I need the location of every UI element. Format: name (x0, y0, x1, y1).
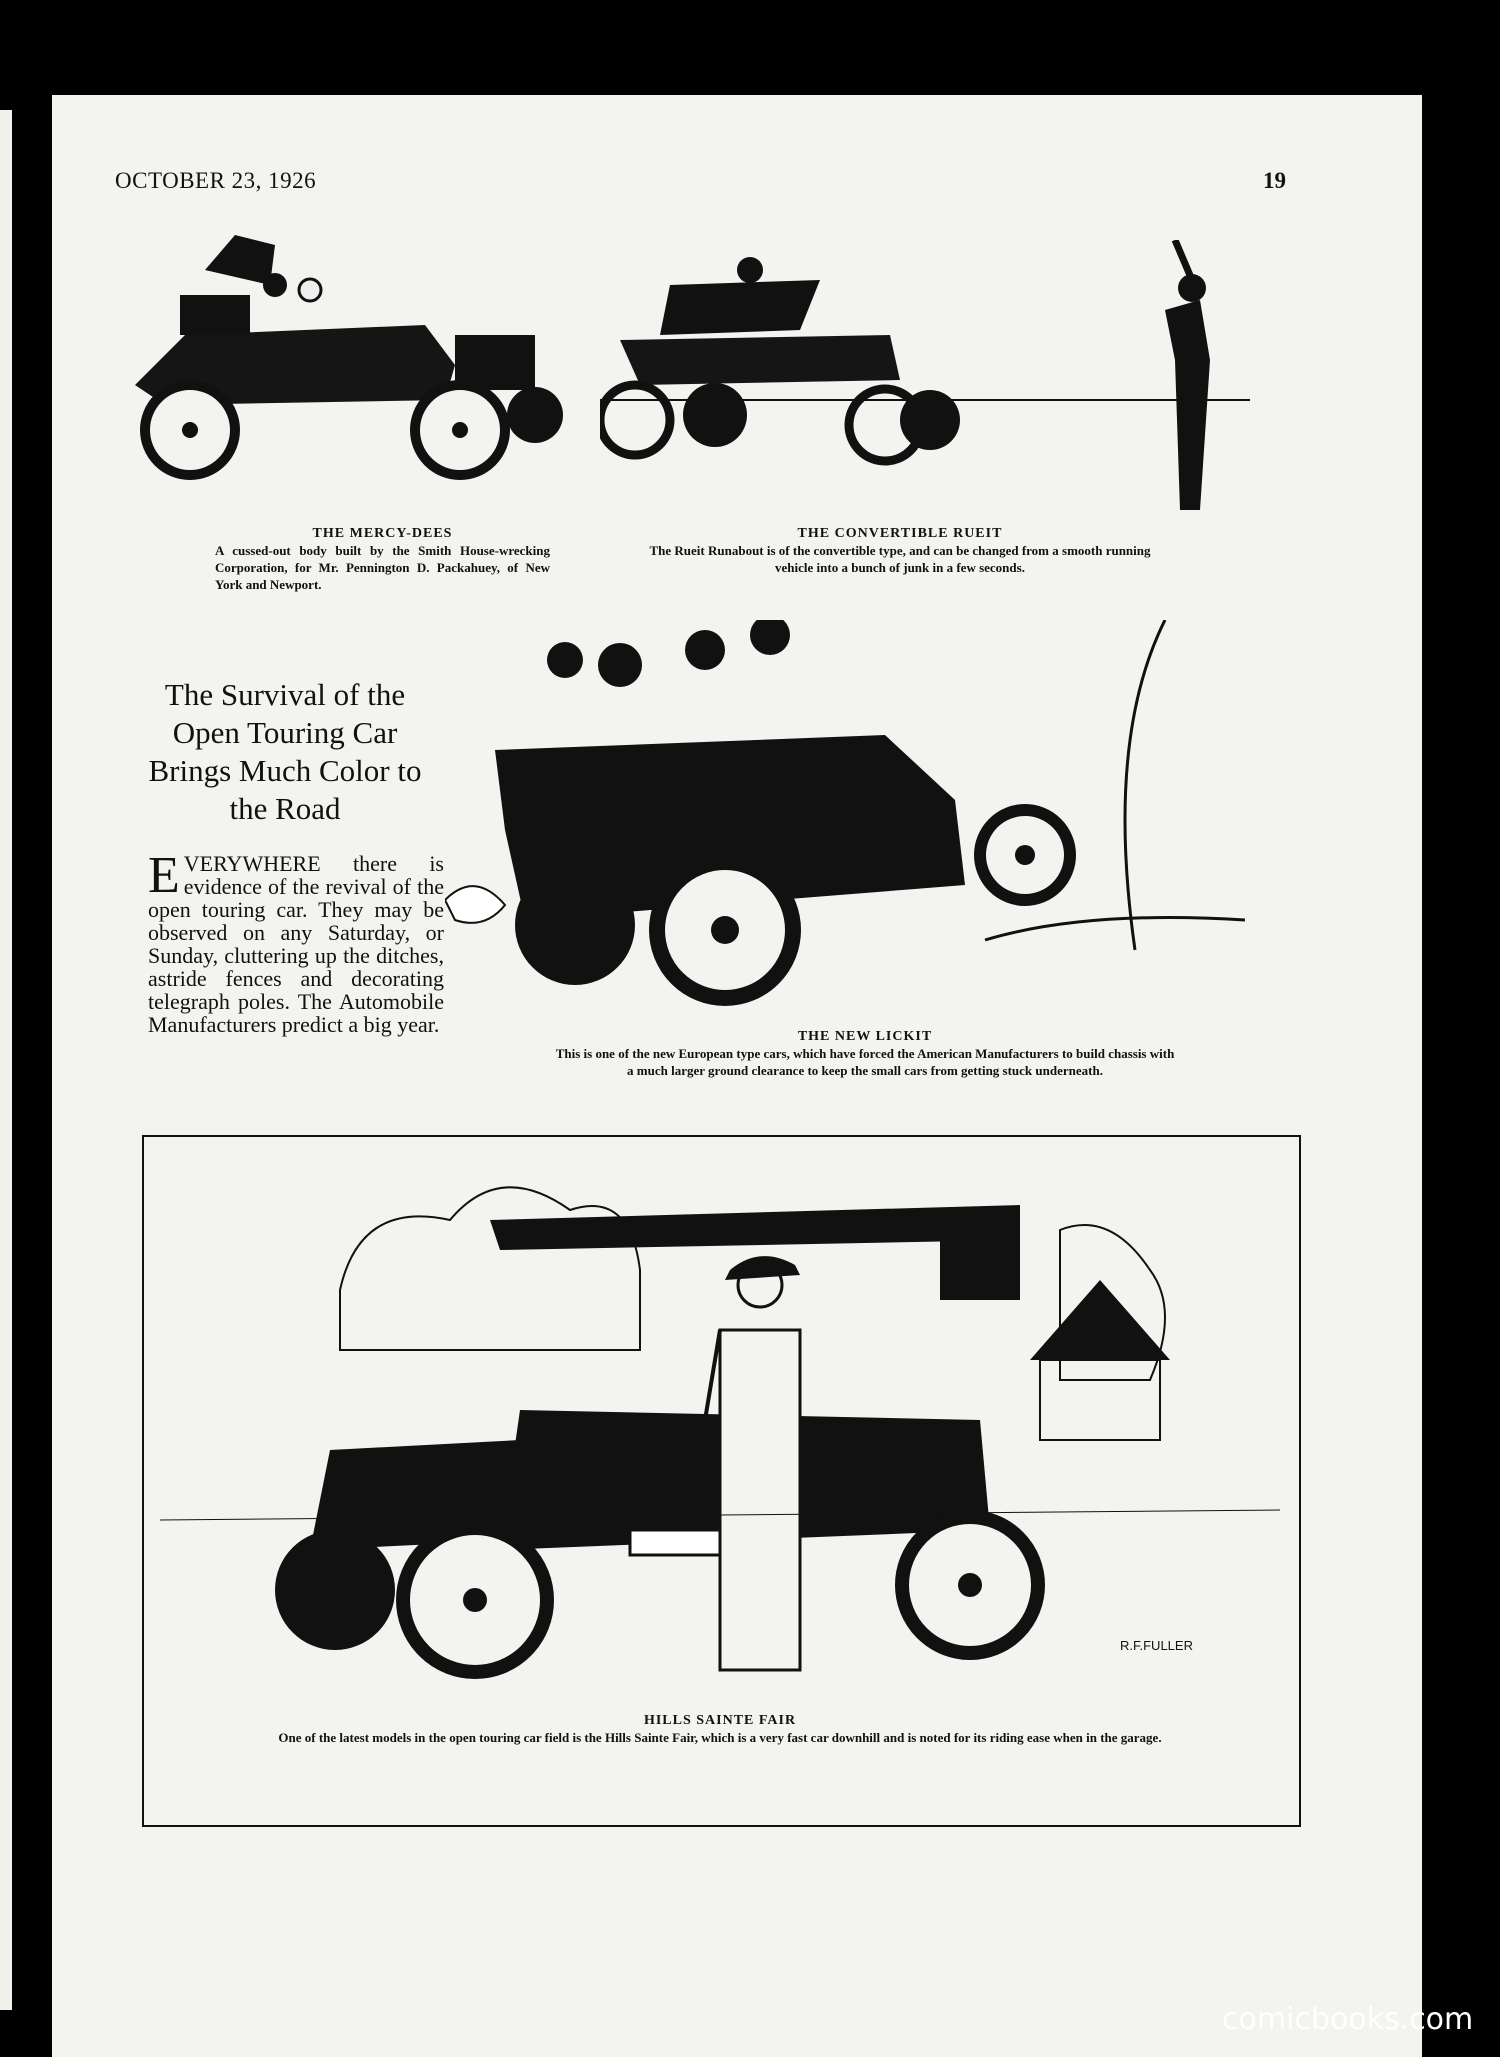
drop-cap: E (148, 847, 180, 904)
caption-convertible-rueit (645, 525, 1155, 576)
caption-body: A cussed-out body built by the Smith House-wrecking Corporation, for Mr. Pennington D. Packahuey, of New York and Newport. (215, 543, 550, 592)
convertible-rueit-illustration (600, 240, 1250, 520)
caption-body: One of the latest models in the open touring car field is the Hills Sainte Fair, which is a very fast car downhill and is noted for its riding ease when in the garage. (278, 1730, 1162, 1745)
caption-title: THE MERCY-DEES (312, 526, 453, 541)
caption-hills-sainte-fair (270, 1712, 1170, 1746)
caption-body: The Rueit Runabout is of the convertible type, and can be changed from a smooth running vehicle into a bunch of junk in a few seconds. (649, 543, 1151, 575)
caption-body: This is one of the new European type cars, which have forced the American Manufacturers to build chassis with a much larger ground clearance to keep the small cars from getting stuck underneath. (555, 1046, 1175, 1078)
page-number: 19 (1263, 168, 1286, 193)
caption-title: THE NEW LICKIT (797, 1029, 933, 1044)
article-headline: The Survival of the Open Touring Car Brings Much Color to the Road (148, 677, 422, 826)
mercy-dees-illustration (125, 225, 575, 505)
caption-mercy-dees (215, 525, 550, 593)
previous-page-edge (0, 110, 12, 2010)
new-lickit-illustration (445, 620, 1245, 1010)
issue-date: OCTOBER 23, 1926 (115, 168, 317, 193)
artist-signature: R.F.FULLER (1120, 1638, 1193, 1653)
caption-title: HILLS SAINTE FAIR (643, 1713, 797, 1728)
site-watermark: comicbooks.com (1222, 2002, 1474, 2037)
article-body-text: VERYWHERE there is evidence of the revival of the open touring car. They may be observed on any Saturday, or Sunday, cluttering up the ditches, astride fences and decorating telegraph poles. The Automobile Manufacturers predict a big year. (148, 851, 444, 1037)
caption-title: THE CONVERTIBLE RUEIT (797, 526, 1003, 541)
hills-sainte-fair-illustration (160, 1150, 1280, 1710)
caption-new-lickit (555, 1028, 1175, 1079)
article-body (148, 847, 444, 1037)
